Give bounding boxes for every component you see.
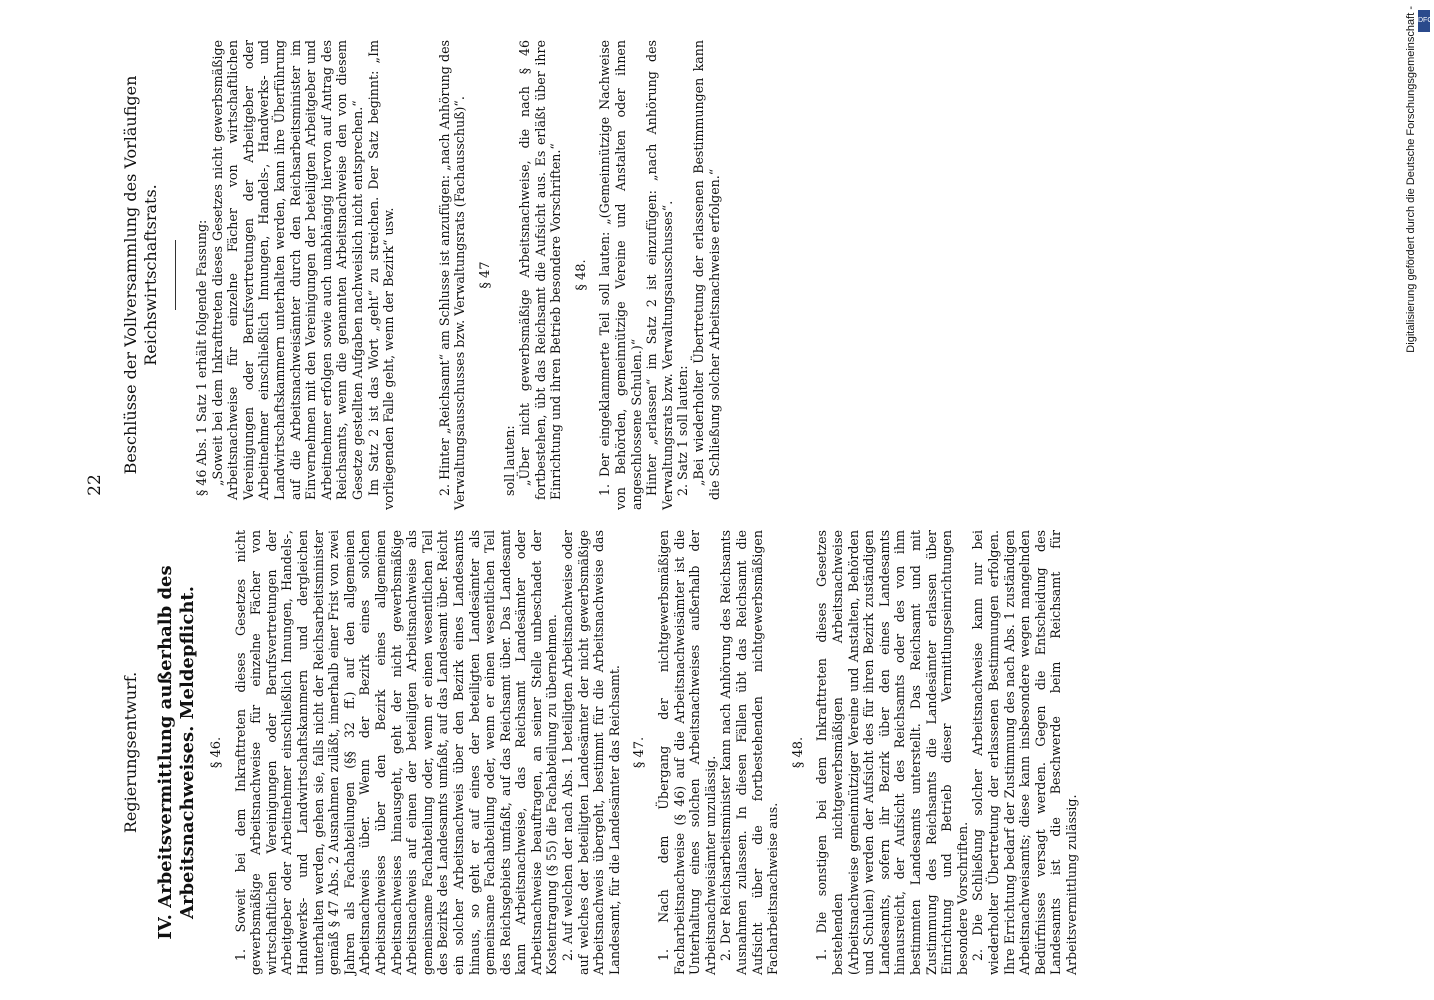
amendment-47-quote: „Über nicht gewerbsmäßige Arbeitsnachweise, die nach § 46 fortbestehen, übt das Reichsamt die Aufsicht aus. Es erläßt über ihre Einrichtung und ihren Betrieb besondere Vorschriften.“ bbox=[517, 40, 564, 500]
heading-rule bbox=[175, 240, 176, 310]
amendment-48-2: 2. Satz 1 soll lauten: bbox=[675, 365, 691, 496]
digitization-notice bbox=[1405, 6, 1434, 994]
right-column-heading: Beschlüsse der Vollversammlung des Vorläufigen Reichswirtschaftsrats. bbox=[121, 75, 160, 475]
paragraph-47-2: 2. Der Reichsarbeitsminister kann nach Anhörung des Reichsamts Ausnahmen zulassen. In diesen Fällen übt das Reichsamt die Aufsicht über die fortbestehenden nichtgewerbsmäßigen Facharbeitsnachweise aus. bbox=[718, 530, 781, 975]
amendment-sign-48: § 48. bbox=[573, 259, 589, 291]
section-title: IV. Arbeitsvermittlung außerhalb des Arbeitsnachweises. Meldepflicht. bbox=[155, 565, 198, 940]
amendment-48-quote: „Bei wiederholter Übertretung der erlassenen Bestimmungen kann die Schließung solcher Arbeitsnachweise erfolgen.“ bbox=[691, 40, 722, 500]
amendment-46-intro: § 46 Abs. 1 Satz 1 erhält folgende Fassung: bbox=[194, 219, 209, 496]
page-number: 22 bbox=[85, 474, 105, 496]
document-sheet bbox=[85, 15, 1415, 975]
amendment-sign-47: § 47 bbox=[477, 261, 493, 289]
left-column-heading: Regierungsentwurf. bbox=[121, 671, 140, 834]
amendment-46-2: 2. Hinter „Reichsamt“ am Schlusse ist anzufügen: „nach Anhörung des Verwaltungsausschusses bzw. Verwaltungsrats (Fachausschuß)“. bbox=[436, 40, 468, 510]
amendment-48-1: 1. Der eingeklammerte Teil soll lauten: „(Gemeinnützige Nachweise von Behörden, gemeinnützige Vereine und Anstalten oder ihnen angeschlossene Schulen.)“ bbox=[597, 40, 644, 510]
amendment-48-1b: Hinter „erlassen“ im Satz 2 ist einzufügen: „nach Anhörung des Verwaltungsrats bzw. Verwaltungsausschusses“. bbox=[644, 40, 675, 510]
left-column-government-draft bbox=[121, 530, 1079, 975]
amendment-47-intro: soll lauten: bbox=[501, 425, 517, 496]
paragraph-46-1: 1. Soweit bei dem Inkrafttreten dieses Gesetzes nicht gewerbsmäßige Arbeitsnachweise für einzelne Fächer von wirtschaftlichen Vereinigungen oder Berufsvertretungen der Arbeitgeber oder Arbeitnehmer einschließlich Innungen, Handels-, Handwerks- und Landwirtschaftskammern und dergleichen unterhalten werden, gehen sie, falls nicht der Reichsarbeitsminister gemäß § 47 Abs. 2 Ausnahmen zuläßt, innerhalb einer Frist von zwei Jahren als Fachabteilungen (§§ 32 ff.) auf den allgemeinen Arbeitsnachweis über. Wenn der Bezirk eines solchen Arbeitsnachweises über den Bezirk eines allgemeinen Arbeitsnachweises hinausgeht, geht der nicht gewerbsmäßige Arbeitsnachweis auf einen der beteiligten Arbeitsnachweise als gemeinsame Fachabteilung oder, wenn er einen wesentlichen Teil des Bezirks des Landesamts umfaßt, auf das Landesamt über. Reicht ein solcher Arbeitsnachweis über den Bezirk eines Landesamts hinaus, so geht er auf eines der beteiligten Landesämter als gemeinsame Fachabteilung oder, wenn er einen wesentlichen Teil des Reichsgebiets umfaßt, auf das Reichsamt über. Das Landesamt kann Arbeitsnachweise, das Reichsamt Landesämter oder Arbeitsnachweise beauftragen, an seiner Stelle unbeschadet der Kostentragung (§ 55) die Fachabteilung zu übernehmen. bbox=[232, 530, 560, 975]
amendment-46-note: Im Satz 2 ist das Wort „geht“ zu streichen. Der Satz beginnt: „Im vorliegenden Falle geht, wenn der Bezirk“ usw. bbox=[365, 40, 397, 510]
paragraph-47-1: 1. Nach dem Übergang der nichtgewerbsmäßigen Facharbeitsnachweise (§ 46) auf die Arbeitsnachweisämter ist die Unterhaltung eines solchen Arbeitsnachweises außerhalb der Arbeitsnachweisämter unzulässig. bbox=[656, 530, 718, 975]
paragraph-sign-47: § 47. bbox=[632, 736, 648, 769]
right-column-resolutions bbox=[121, 40, 722, 510]
spacer bbox=[397, 40, 437, 510]
amendment-46-quote: „Soweit bei dem Inkrafttreten dieses Gesetzes nicht gewerbsmäßige Arbeitsnachweise für einzelne Fächer von wirtschaftlichen Vereinigungen oder Berufsvertretungen der Arbeitgeber oder Arbeitnehmer einschließlich Innungen, Handels-, Handwerks- und Landwirtschaftskammern unterhalten werden, kann ihre Überführung auf die Arbeitsnachweisämter durch den Reichsarbeitsminister im Einvernehmen mit den Vereinigungen der beteiligten Arbeitgeber und Arbeitnehmer erfolgen sowie auch unabhängig hiervon auf Antrag des Reichsamts, wenn die genannten Arbeitsnachweise den von diesem Gesetze gestellten Aufgaben nachweislich nicht entsprechen.“ bbox=[209, 40, 365, 500]
dfg-logo-text: DFG bbox=[1418, 17, 1433, 24]
paragraph-sign-48: § 48. bbox=[790, 736, 806, 769]
paragraph-48-2: 2. Die Schließung solcher Arbeitsnachweise kann nur bei wiederholter Übertretung der erlassenen Bestimmungen erfolgen. Ihre Errichtung bedarf der Zustimmung des nach Abs. 1 zuständigen Arbeitsnachweisamts; diese kann insbesondere wegen mangelnden Bedürfnisses versagt werden. Gegen die Entscheidung des Landesamts ist die Beschwerde beim Reichsamt für Arbeitsvermittlung zulässig. bbox=[970, 530, 1079, 975]
paragraph-sign-46: § 46. bbox=[209, 736, 224, 769]
digitization-notice-text: Digitalisierung gefördert durch die Deutsche Forschungsgemeinschaft - bbox=[1405, 6, 1417, 353]
paragraph-48-1: 1. Die sonstigen bei dem Inkrafttreten dieses Gesetzes bestehenden nichtgewerbsmäßigen Arbeitsnachweise (Arbeitsnachweise gemeinnütziger Vereine und Anstalten, Behörden und Schulen) werden der Aufsicht des für ihren Bezirk zuständigen Landesamts, sofern ihr Bezirk über den eines Landesamts hinausreicht, der Aufsicht des Reichsamts oder des von ihm bestimmten Landesamts unterstellt. Das Reichsamt und mit Zustimmung des Reichsamts die Landesämter erlassen über Einrichtung und Betrieb dieser Vermittlungseinrichtungen besondere Vorschriften. bbox=[814, 530, 970, 975]
dfg-logo bbox=[1418, 10, 1433, 32]
paragraph-46-2: 2. Auf welchen der nach Abs. 1 beteiligten Arbeitsnachweise oder auf welches der beteiligten Landesämter der nicht gewerbsmäßige Arbeitsnachweis übergeht, bestimmt für die Arbeitsnachweise das Landesamt, für die Landesämter das Reichsamt. bbox=[560, 530, 622, 975]
